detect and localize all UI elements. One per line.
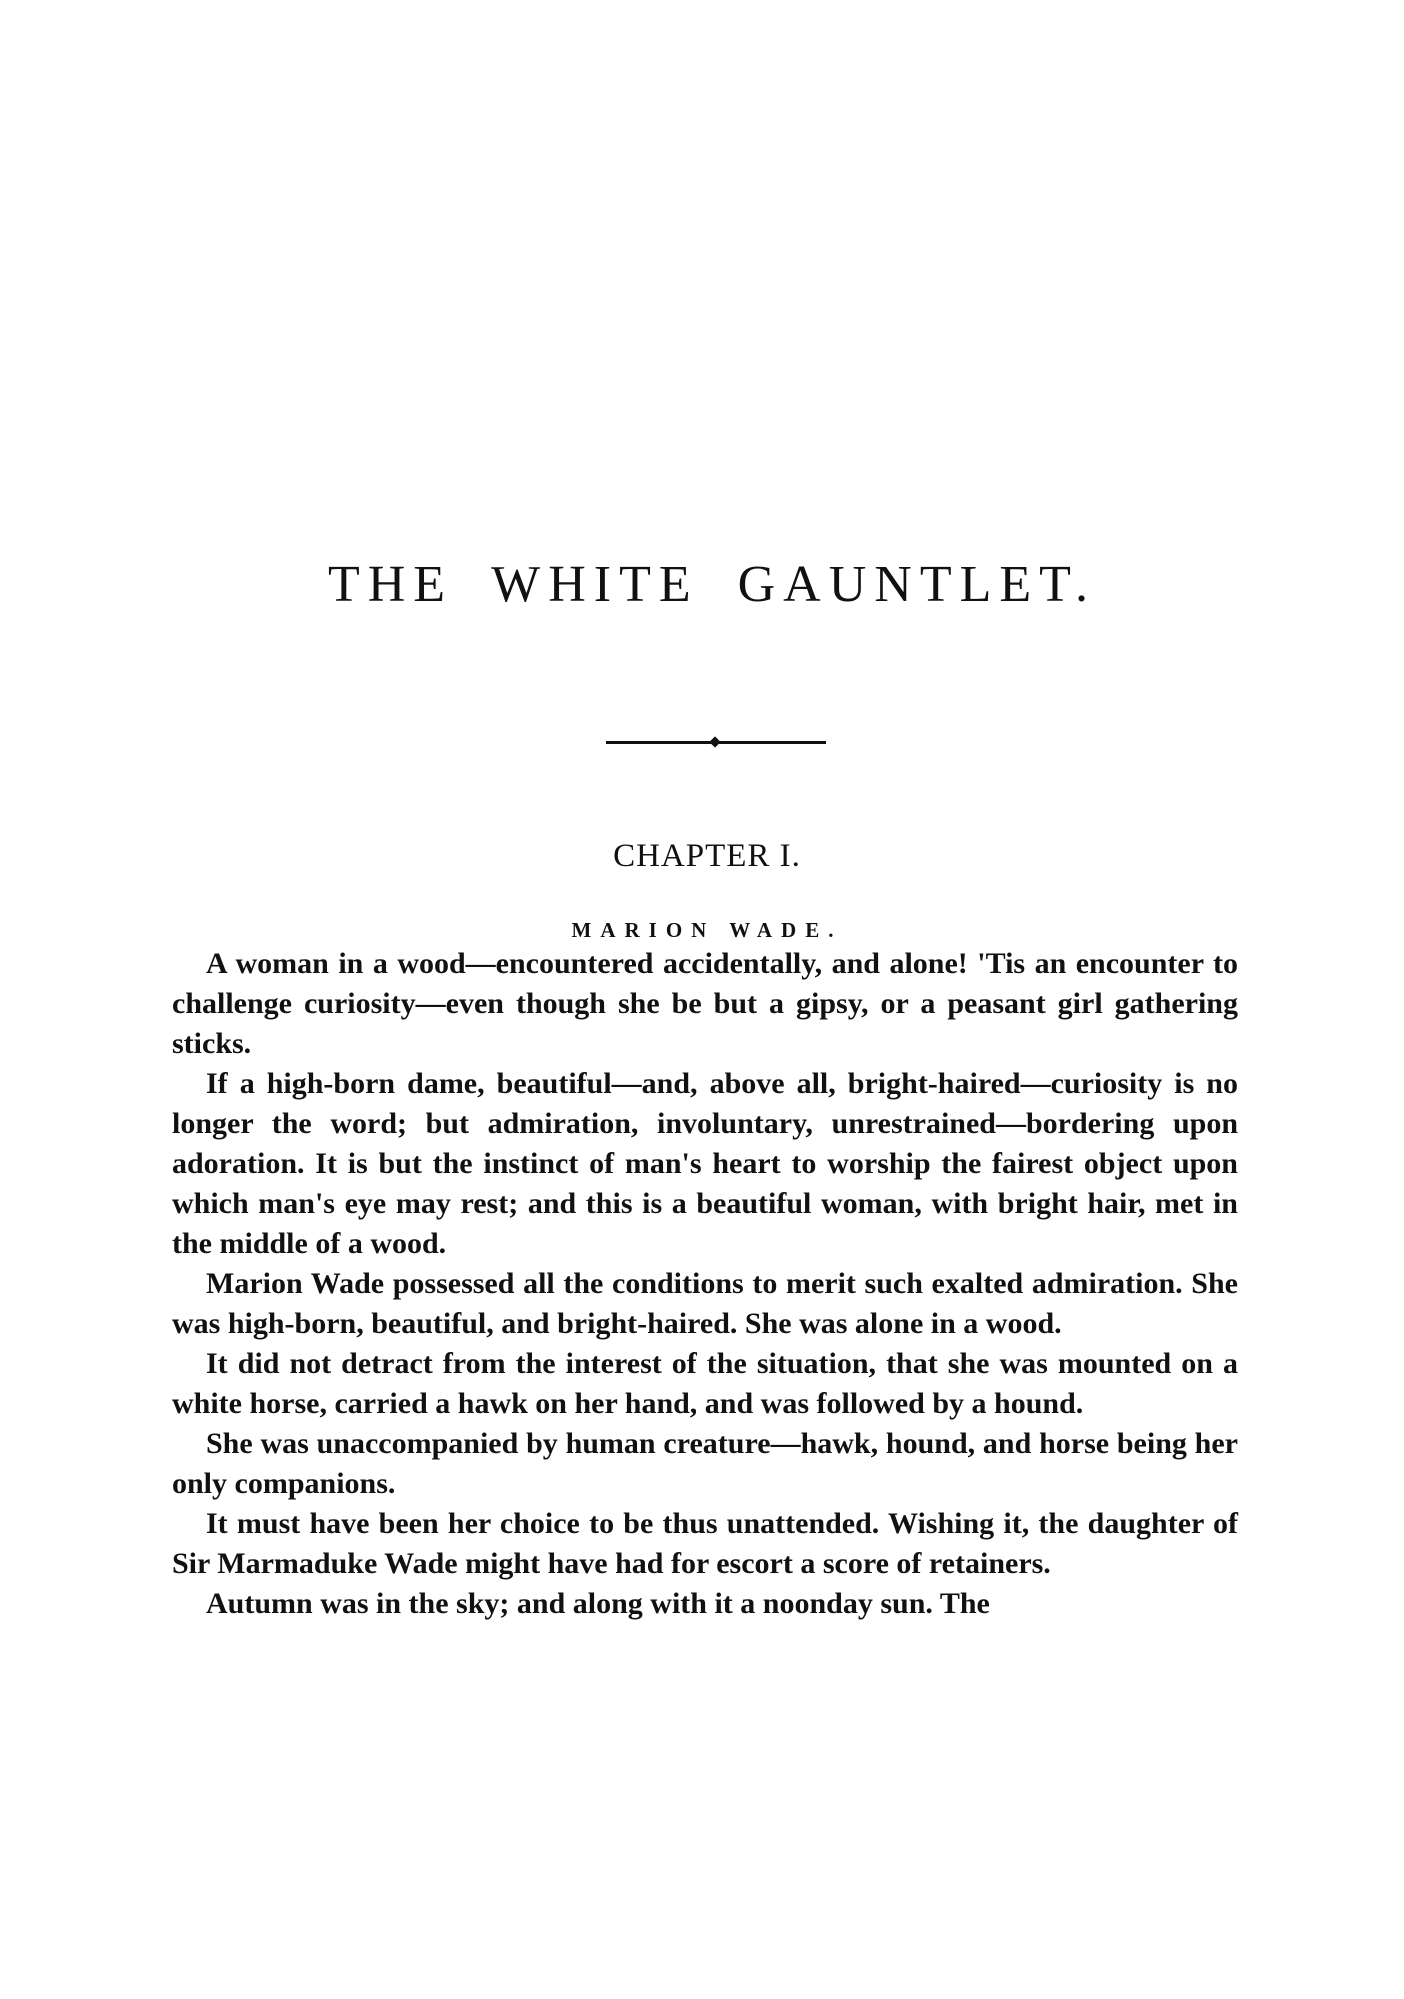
- paragraph: Autumn was in the sky; and along with it a noonday sun. The: [206, 1587, 990, 1620]
- chapter-heading: CHAPTER I.: [613, 838, 801, 874]
- paragraph: She was unaccompanied by human creature—hawk, hound, and horse being her only companions.: [172, 1427, 1238, 1500]
- ornament-diamond-icon: [709, 736, 720, 747]
- title-ornament-rule: [606, 737, 826, 749]
- paragraph: It must have been her choice to be thus unattended. Wishing it, the daughter of Sir Marmaduke Wade might have had for escort a score of retainers.: [172, 1507, 1238, 1580]
- paragraph: Marion Wade possessed all the conditions to merit such exalted admiration. She was high-born, beautiful, and bright-haired. She was alone in a wood.: [172, 1267, 1238, 1340]
- paragraph: If a high-born dame, beautiful—and, above all, bright-haired—curiosity is no longer the word; but admiration, involuntary, unrestrained—bordering upon adoration. It is but the instinct of man's heart to worship the fairest object upon which man's eye may rest; and this is a beautiful woman, with bright hair, met in the middle of a wood.: [172, 1067, 1238, 1260]
- paragraph: It did not detract from the interest of the situation, that she was mounted on a white horse, carried a hawk on her hand, and was followed by a hound.: [172, 1347, 1238, 1420]
- book-title: THE WHITE GAUNTLET.: [327, 556, 1097, 613]
- paragraph: A woman in a wood—encountered accidentally, and alone! 'Tis an encounter to challenge curiosity—even though she be but a gipsy, or a peasant girl gathering sticks.: [172, 947, 1238, 1060]
- chapter-body: [172, 944, 1238, 1624]
- chapter-subtitle: MARION WADE.: [571, 918, 843, 942]
